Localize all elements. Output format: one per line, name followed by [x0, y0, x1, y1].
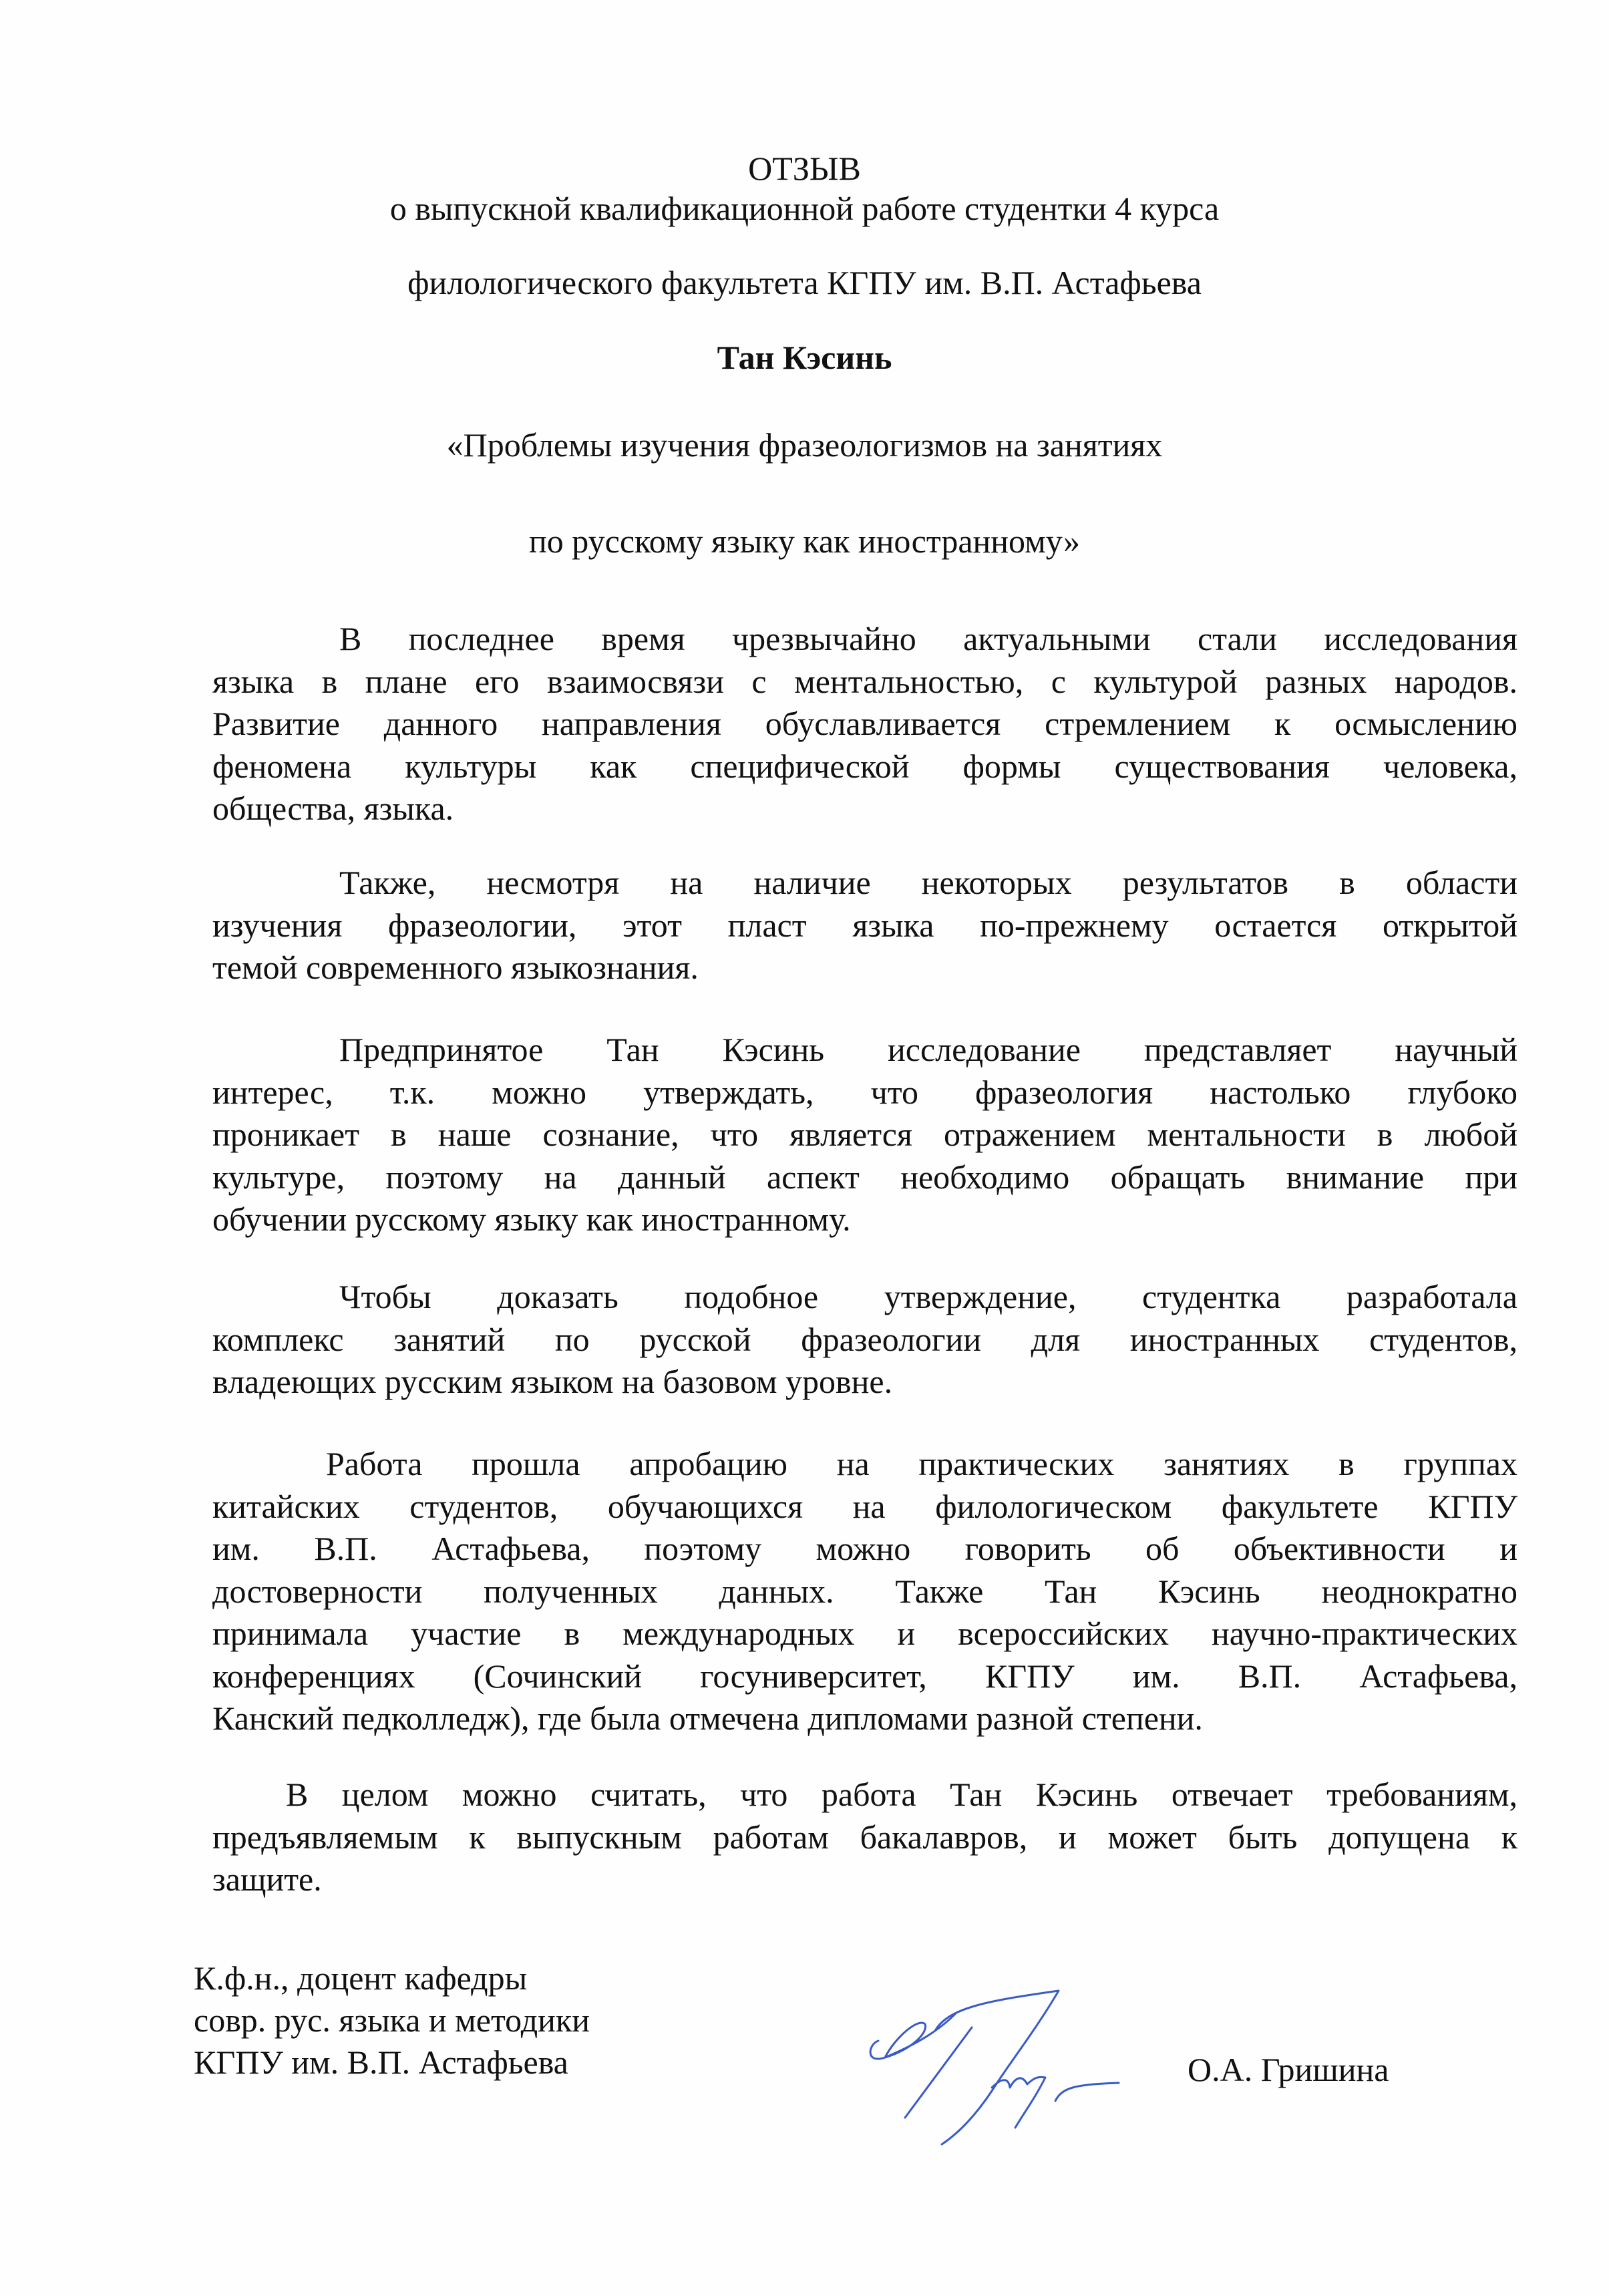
text-line: Также, несмотря на наличие некоторых результатов в области: [339, 864, 1517, 901]
reviewer-position: [194, 1957, 590, 2084]
reviewer-position-line-1: К.ф.н., доцент кафедры: [194, 1959, 528, 1997]
text-line: темой современного языкознания.: [212, 949, 699, 986]
text-line: культуре, поэтому на данный аспект необходимо обращать внимание при: [212, 1158, 1517, 1196]
text-line: Предпринятое Тан Кэсинь исследование представляет научный: [339, 1031, 1517, 1068]
text-line: достоверности полученных данных. Также Тан Кэсинь неоднократно: [212, 1572, 1517, 1610]
text-line: конференциях (Сочинский госуниверситет, КГПУ им. В.П. Астафьева,: [212, 1657, 1517, 1695]
text-line: интерес, т.к. можно утверждать, что фразеология настолько глубоко: [212, 1073, 1517, 1111]
text-line: принимала участие в международных и всероссийских научно-практических: [212, 1615, 1517, 1652]
reviewer-position-line-3: КГПУ им. В.П. Астафьева: [194, 2043, 568, 2081]
signature-stroke: [1055, 2083, 1119, 2101]
paragraph-phraseology-field: [212, 862, 1517, 989]
text-line: В целом можно считать, что работа Тан Кэсинь отвечает требованиям,: [286, 1776, 1517, 1813]
text-line: феномена культуры как специфической формы существования человека,: [212, 747, 1517, 785]
signature-stroke: [992, 2077, 1045, 2128]
paragraph-relevance: [212, 618, 1517, 830]
thesis-topic-line-1: «Проблемы изучения фразеологизмов на занятиях: [446, 426, 1163, 464]
text-line: предъявляемым к выпускным работам бакалавров, и может быть допущена к: [212, 1818, 1517, 1856]
text-line: обучении русскому языку как иностранному.: [212, 1200, 851, 1238]
paragraph-approbation: [212, 1443, 1517, 1740]
document-subtitle-line-2: филологического факультета КГПУ им. В.П. Астафьева: [407, 264, 1202, 301]
thesis-topic-line-2: по русскому языку как иностранному»: [529, 522, 1080, 560]
text-line: владеющих русским языком на базовом уровне.: [212, 1363, 893, 1400]
signature-stroke: [935, 1991, 1059, 2144]
reviewer-position-line-2: совр. рус. языка и методики: [194, 2001, 590, 2039]
document-title: ОТЗЫВ: [748, 150, 861, 187]
document-subtitle-line-1: о выпускной квалификационной работе студентки 4 курса: [389, 190, 1220, 227]
text-line: изучения фразеологии, этот пласт языка по-прежнему остается открытой: [212, 906, 1517, 944]
text-line: Чтобы доказать подобное утверждение, студентка разработала: [339, 1278, 1517, 1315]
text-line: проникает в наше сознание, что является отражением ментальности в любой: [212, 1116, 1517, 1153]
text-line: общества, языка.: [212, 790, 454, 827]
handwritten-signature: [855, 1977, 1135, 2178]
text-line: защите.: [212, 1860, 322, 1898]
text-line: языка в плане его взаимосвязи с ментальностью, с культурой разных народов.: [212, 662, 1517, 700]
text-line: Канский педколледж), где была отмечена дипломами разной степени.: [212, 1699, 1203, 1737]
paragraph-lesson-complex: [212, 1276, 1517, 1404]
paragraph-conclusion: [212, 1774, 1517, 1901]
text-line: Развитие данного направления обуславливается стремлением к осмыслению: [212, 705, 1517, 742]
text-line: комплекс занятий по русской фразеологии для иностранных студентов,: [212, 1320, 1517, 1358]
text-line: Работа прошла апробацию на практических занятиях в группах: [326, 1445, 1517, 1482]
text-line: им. В.П. Астафьева, поэтому можно говорить об объективности и: [212, 1530, 1517, 1567]
text-line: китайских студентов, обучающихся на филологическом факультете КГПУ: [212, 1487, 1517, 1525]
student-name: Тан Кэсинь: [717, 339, 892, 376]
reviewer-name: О.А. Гришина: [1188, 2051, 1389, 2088]
paragraph-research-interest: [212, 1029, 1517, 1241]
text-line: В последнее время чрезвычайно актуальными стали исследования: [339, 620, 1517, 657]
